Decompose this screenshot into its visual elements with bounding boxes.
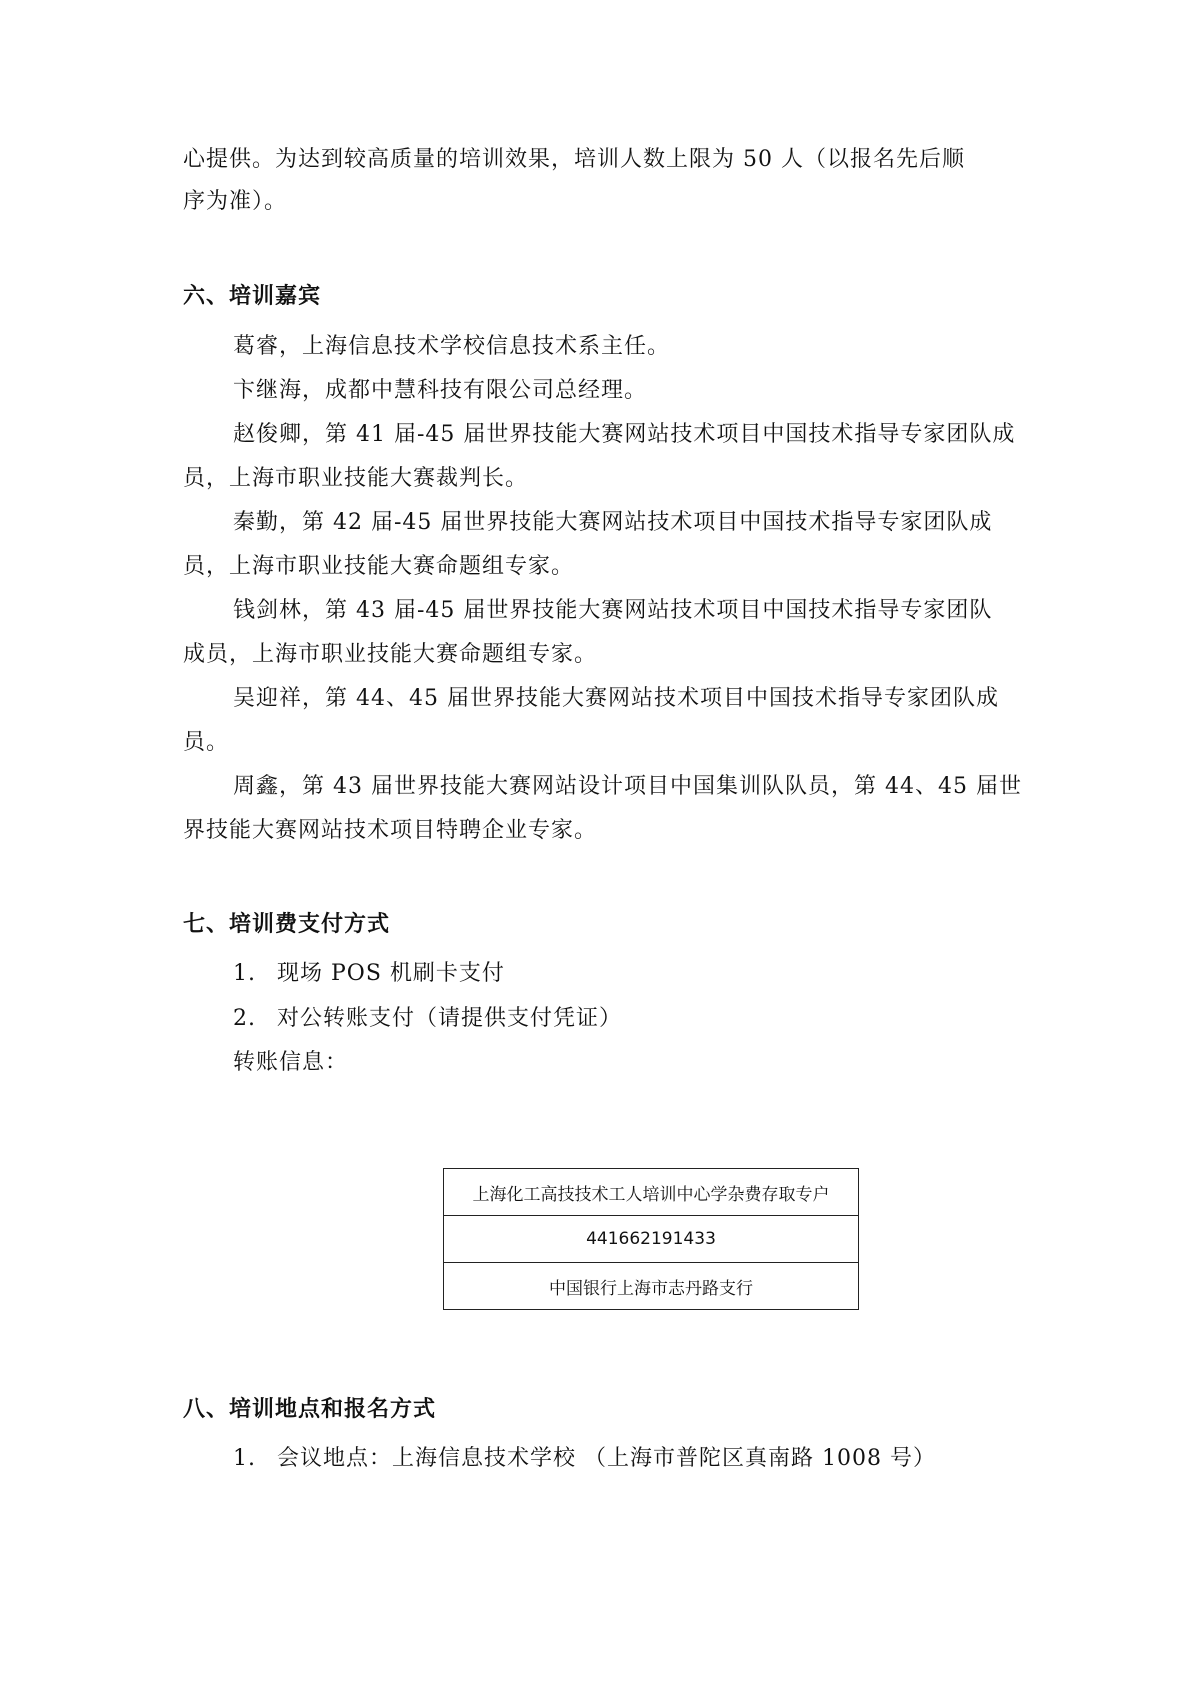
table-row — [444, 1263, 859, 1310]
table-row — [444, 1216, 859, 1263]
guest-line: 员。 — [183, 730, 230, 755]
list-number: 1. — [233, 961, 256, 986]
list-number: 2. — [233, 1006, 256, 1031]
guest-line: 界技能大赛网站技术项目特聘企业专家。 — [183, 818, 598, 843]
guest-line: 赵俊卿，第 41 届-45 届世界技能大赛网站技术项目中国技术指导专家团队成 — [233, 422, 1016, 447]
list-text: 会议地点：上海信息技术学校 （上海市普陀区真南路 1008 号） — [277, 1446, 936, 1471]
bank-info-table — [443, 1168, 859, 1310]
payment-item — [233, 1005, 622, 1033]
guest-line: 吴迎祥，第 44、45 届世界技能大赛网站技术项目中国技术指导专家团队成 — [233, 686, 999, 711]
guest-line: 员，上海市职业技能大赛命题组专家。 — [183, 554, 575, 579]
list-number: 1. — [233, 1446, 256, 1471]
section-6-heading: 六、培训嘉宾 — [183, 284, 322, 309]
list-text: 对公转账支付（请提供支付凭证） — [277, 1006, 623, 1031]
transfer-label: 转账信息： — [233, 1050, 349, 1075]
intro-line-2: 序为准）。 — [183, 189, 288, 214]
location-item — [233, 1445, 936, 1473]
guest-line: 钱剑林，第 43 届-45 届世界技能大赛网站技术项目中国技术指导专家团队 — [233, 598, 993, 623]
guest-line: 周鑫，第 43 届世界技能大赛网站设计项目中国集训队队员，第 44、45 届世 — [233, 774, 1022, 799]
section-7-heading: 七、培训费支付方式 — [183, 912, 391, 937]
account-name-cell: 上海化工高技技术工人培训中心学杂费存取专户 — [444, 1169, 859, 1216]
intro-line-1: 心提供。为达到较高质量的培训效果，培训人数上限为 50 人（以报名先后顺 — [183, 147, 965, 172]
table-row — [444, 1169, 859, 1216]
account-number-cell: 441662191433 — [444, 1216, 859, 1263]
bank-branch-cell: 中国银行上海市志丹路支行 — [444, 1263, 859, 1310]
guest-line: 成员，上海市职业技能大赛命题组专家。 — [183, 642, 598, 667]
guest-line: 葛睿，上海信息技术学校信息技术系主任。 — [233, 334, 671, 359]
guest-line: 秦勤，第 42 届-45 届世界技能大赛网站技术项目中国技术指导专家团队成 — [233, 510, 993, 535]
guest-line: 员，上海市职业技能大赛裁判长。 — [183, 466, 529, 491]
list-text: 现场 POS 机刷卡支付 — [277, 961, 505, 986]
section-8-heading: 八、培训地点和报名方式 — [183, 1397, 437, 1422]
payment-item — [233, 960, 505, 988]
guest-line: 卞继海，成都中慧科技有限公司总经理。 — [233, 378, 648, 403]
